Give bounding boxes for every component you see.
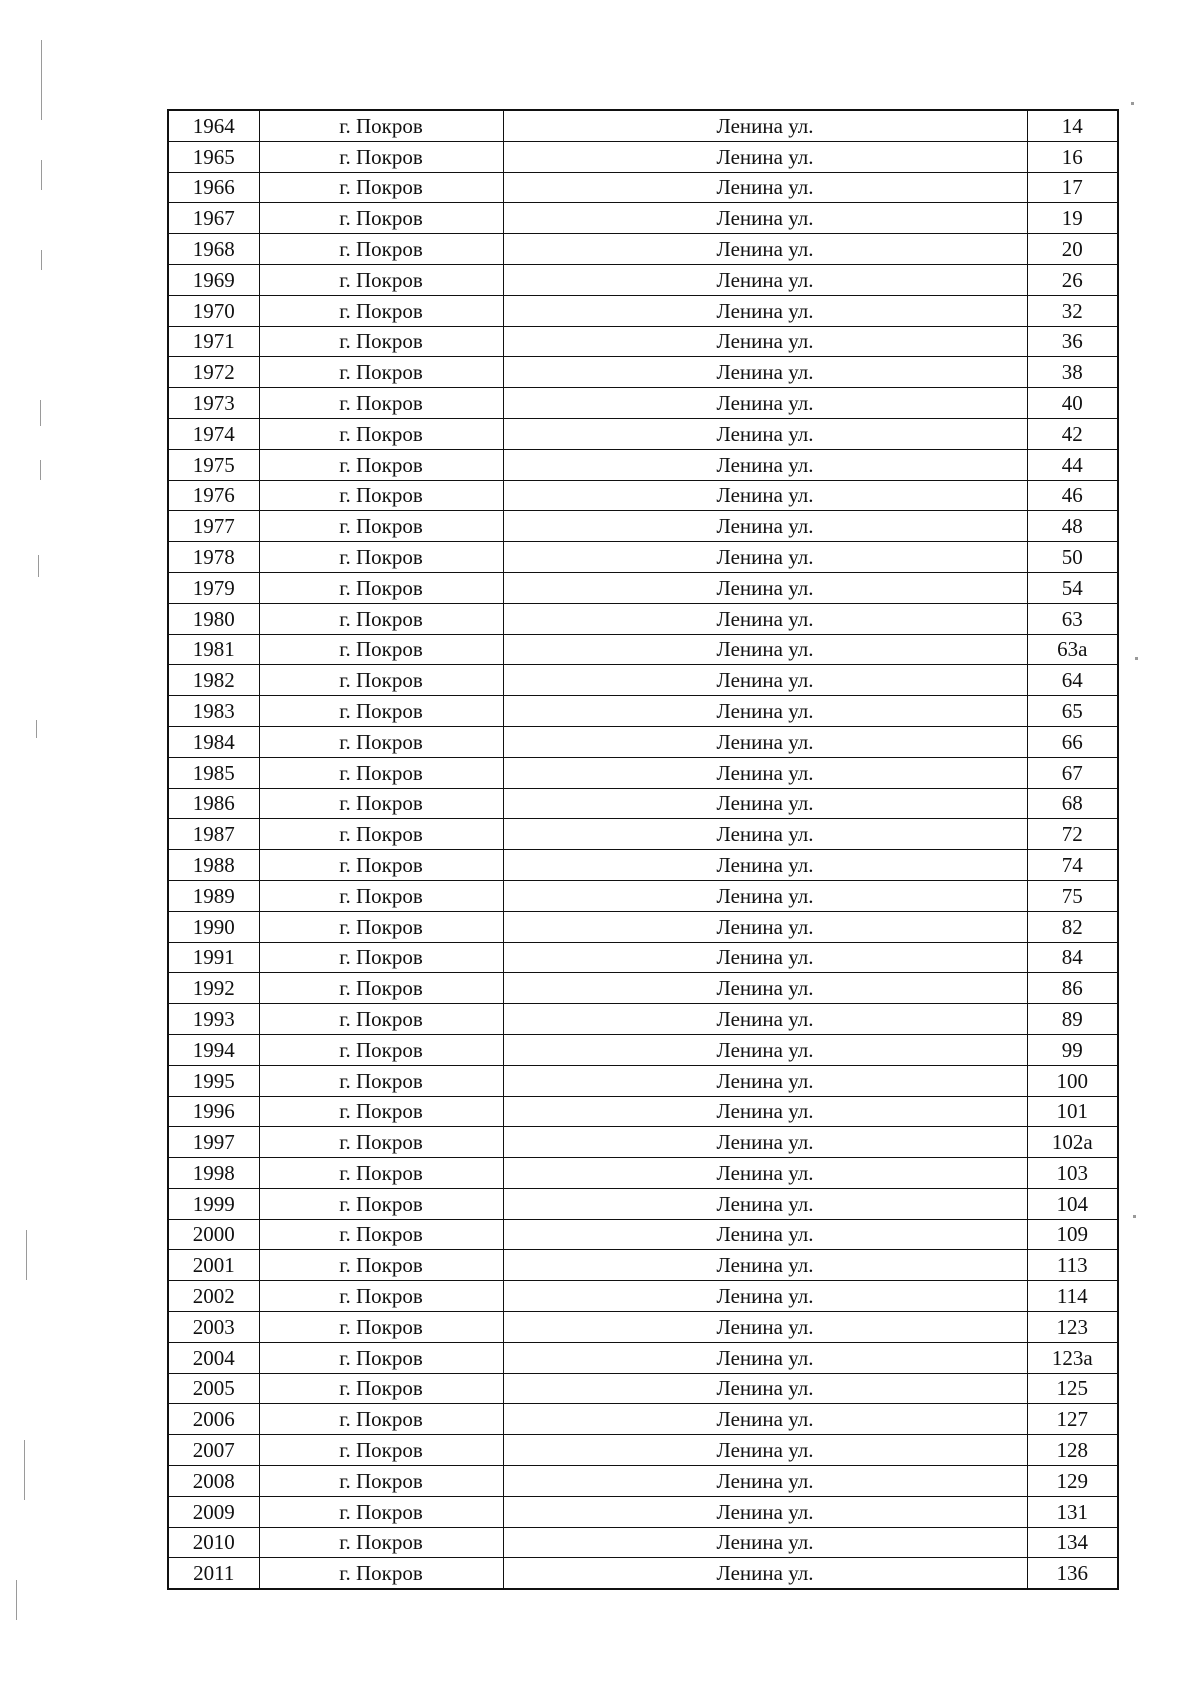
city-cell: г. Покров: [259, 511, 503, 542]
row-number-cell: 1982: [168, 665, 259, 696]
table-row: [168, 696, 1118, 727]
row-number-cell: 1970: [168, 295, 259, 326]
table-row: [168, 1312, 1118, 1343]
street-cell: Ленина ул.: [503, 141, 1027, 172]
row-number-cell: 1983: [168, 696, 259, 727]
scan-dot: [1135, 657, 1138, 660]
table-row: [168, 1281, 1118, 1312]
street-cell: Ленина ул.: [503, 1527, 1027, 1558]
house-number-cell: 89: [1027, 1004, 1118, 1035]
row-number-cell: 2009: [168, 1496, 259, 1527]
house-number-cell: 100: [1027, 1065, 1118, 1096]
row-number-cell: 1996: [168, 1096, 259, 1127]
street-cell: Ленина ул.: [503, 1466, 1027, 1497]
city-cell: г. Покров: [259, 480, 503, 511]
house-number-cell: 123: [1027, 1312, 1118, 1343]
scan-edge-mark: [26, 1230, 27, 1280]
city-cell: г. Покров: [259, 1435, 503, 1466]
table-row: [168, 757, 1118, 788]
city-cell: г. Покров: [259, 542, 503, 573]
row-number-cell: 1971: [168, 326, 259, 357]
table-row: [168, 110, 1118, 141]
street-cell: Ленина ул.: [503, 1004, 1027, 1035]
street-cell: Ленина ул.: [503, 264, 1027, 295]
scan-edge-mark: [40, 400, 41, 426]
house-number-cell: 14: [1027, 110, 1118, 141]
house-number-cell: 63а: [1027, 634, 1118, 665]
table-row: [168, 1219, 1118, 1250]
address-table-body: [168, 110, 1118, 1589]
row-number-cell: 1984: [168, 726, 259, 757]
house-number-cell: 75: [1027, 880, 1118, 911]
city-cell: г. Покров: [259, 942, 503, 973]
row-number-cell: 2006: [168, 1404, 259, 1435]
table-row: [168, 1065, 1118, 1096]
street-cell: Ленина ул.: [503, 1065, 1027, 1096]
row-number-cell: 1997: [168, 1127, 259, 1158]
house-number-cell: 123а: [1027, 1342, 1118, 1373]
city-cell: г. Покров: [259, 603, 503, 634]
street-cell: Ленина ул.: [503, 1404, 1027, 1435]
table-row: [168, 1096, 1118, 1127]
city-cell: г. Покров: [259, 788, 503, 819]
row-number-cell: 2005: [168, 1373, 259, 1404]
row-number-cell: 2004: [168, 1342, 259, 1373]
table-row: [168, 234, 1118, 265]
row-number-cell: 2008: [168, 1466, 259, 1497]
city-cell: г. Покров: [259, 1188, 503, 1219]
table-row: [168, 665, 1118, 696]
house-number-cell: 48: [1027, 511, 1118, 542]
table-row: [168, 511, 1118, 542]
street-cell: Ленина ул.: [503, 1158, 1027, 1189]
street-cell: Ленина ул.: [503, 880, 1027, 911]
city-cell: г. Покров: [259, 1404, 503, 1435]
scan-edge-mark: [36, 720, 37, 738]
table-row: [168, 1250, 1118, 1281]
row-number-cell: 1987: [168, 819, 259, 850]
row-number-cell: 1990: [168, 911, 259, 942]
street-cell: Ленина ул.: [503, 295, 1027, 326]
street-cell: Ленина ул.: [503, 388, 1027, 419]
street-cell: Ленина ул.: [503, 603, 1027, 634]
address-table: [167, 109, 1119, 1590]
street-cell: Ленина ул.: [503, 757, 1027, 788]
table-row: [168, 973, 1118, 1004]
city-cell: г. Покров: [259, 203, 503, 234]
table-row: [168, 1034, 1118, 1065]
street-cell: Ленина ул.: [503, 850, 1027, 881]
street-cell: Ленина ул.: [503, 449, 1027, 480]
house-number-cell: 99: [1027, 1034, 1118, 1065]
row-number-cell: 1964: [168, 110, 259, 141]
house-number-cell: 125: [1027, 1373, 1118, 1404]
row-number-cell: 1993: [168, 1004, 259, 1035]
street-cell: Ленина ул.: [503, 788, 1027, 819]
city-cell: г. Покров: [259, 449, 503, 480]
street-cell: Ленина ул.: [503, 357, 1027, 388]
table-row: [168, 1435, 1118, 1466]
city-cell: г. Покров: [259, 973, 503, 1004]
house-number-cell: 104: [1027, 1188, 1118, 1219]
city-cell: г. Покров: [259, 172, 503, 203]
scan-edge-mark: [41, 250, 42, 270]
house-number-cell: 54: [1027, 572, 1118, 603]
scan-edge-mark: [24, 1440, 25, 1500]
street-cell: Ленина ул.: [503, 234, 1027, 265]
row-number-cell: 1999: [168, 1188, 259, 1219]
scan-dot: [1133, 1215, 1136, 1218]
house-number-cell: 131: [1027, 1496, 1118, 1527]
city-cell: г. Покров: [259, 1250, 503, 1281]
city-cell: г. Покров: [259, 1281, 503, 1312]
table-row: [168, 911, 1118, 942]
city-cell: г. Покров: [259, 1373, 503, 1404]
table-row: [168, 1004, 1118, 1035]
street-cell: Ленина ул.: [503, 1312, 1027, 1343]
house-number-cell: 109: [1027, 1219, 1118, 1250]
house-number-cell: 17: [1027, 172, 1118, 203]
row-number-cell: 1998: [168, 1158, 259, 1189]
street-cell: Ленина ул.: [503, 973, 1027, 1004]
street-cell: Ленина ул.: [503, 511, 1027, 542]
house-number-cell: 102а: [1027, 1127, 1118, 1158]
row-number-cell: 2002: [168, 1281, 259, 1312]
row-number-cell: 2003: [168, 1312, 259, 1343]
table-row: [168, 634, 1118, 665]
city-cell: г. Покров: [259, 1158, 503, 1189]
table-row: [168, 942, 1118, 973]
city-cell: г. Покров: [259, 1496, 503, 1527]
street-cell: Ленина ул.: [503, 665, 1027, 696]
city-cell: г. Покров: [259, 234, 503, 265]
row-number-cell: 2010: [168, 1527, 259, 1558]
city-cell: г. Покров: [259, 418, 503, 449]
city-cell: г. Покров: [259, 819, 503, 850]
table-row: [168, 1527, 1118, 1558]
city-cell: г. Покров: [259, 1096, 503, 1127]
row-number-cell: 1980: [168, 603, 259, 634]
city-cell: г. Покров: [259, 388, 503, 419]
house-number-cell: 113: [1027, 1250, 1118, 1281]
street-cell: Ленина ул.: [503, 418, 1027, 449]
city-cell: г. Покров: [259, 141, 503, 172]
house-number-cell: 16: [1027, 141, 1118, 172]
table-row: [168, 1158, 1118, 1189]
house-number-cell: 26: [1027, 264, 1118, 295]
street-cell: Ленина ул.: [503, 1096, 1027, 1127]
house-number-cell: 82: [1027, 911, 1118, 942]
street-cell: Ленина ул.: [503, 1219, 1027, 1250]
street-cell: Ленина ул.: [503, 634, 1027, 665]
city-cell: г. Покров: [259, 572, 503, 603]
table-row: [168, 726, 1118, 757]
row-number-cell: 1967: [168, 203, 259, 234]
city-cell: г. Покров: [259, 1466, 503, 1497]
table-row: [168, 1558, 1118, 1589]
street-cell: Ленина ул.: [503, 1034, 1027, 1065]
table-row: [168, 1342, 1118, 1373]
street-cell: Ленина ул.: [503, 172, 1027, 203]
city-cell: г. Покров: [259, 696, 503, 727]
street-cell: Ленина ул.: [503, 203, 1027, 234]
house-number-cell: 66: [1027, 726, 1118, 757]
row-number-cell: 1991: [168, 942, 259, 973]
row-number-cell: 1988: [168, 850, 259, 881]
table-row: [168, 542, 1118, 573]
table-row: [168, 264, 1118, 295]
row-number-cell: 1975: [168, 449, 259, 480]
house-number-cell: 63: [1027, 603, 1118, 634]
street-cell: Ленина ул.: [503, 480, 1027, 511]
city-cell: г. Покров: [259, 726, 503, 757]
row-number-cell: 1973: [168, 388, 259, 419]
table-row: [168, 357, 1118, 388]
house-number-cell: 65: [1027, 696, 1118, 727]
street-cell: Ленина ул.: [503, 942, 1027, 973]
house-number-cell: 127: [1027, 1404, 1118, 1435]
city-cell: г. Покров: [259, 357, 503, 388]
house-number-cell: 32: [1027, 295, 1118, 326]
city-cell: г. Покров: [259, 1034, 503, 1065]
row-number-cell: 1972: [168, 357, 259, 388]
city-cell: г. Покров: [259, 757, 503, 788]
table-row: [168, 1404, 1118, 1435]
street-cell: Ленина ул.: [503, 1281, 1027, 1312]
row-number-cell: 1966: [168, 172, 259, 203]
table-row: [168, 880, 1118, 911]
table-row: [168, 295, 1118, 326]
city-cell: г. Покров: [259, 1527, 503, 1558]
street-cell: Ленина ул.: [503, 542, 1027, 573]
house-number-cell: 84: [1027, 942, 1118, 973]
house-number-cell: 101: [1027, 1096, 1118, 1127]
table-row: [168, 418, 1118, 449]
row-number-cell: 1978: [168, 542, 259, 573]
row-number-cell: 1981: [168, 634, 259, 665]
row-number-cell: 2000: [168, 1219, 259, 1250]
table-row: [168, 203, 1118, 234]
row-number-cell: 1965: [168, 141, 259, 172]
scan-edge-mark: [38, 555, 39, 577]
house-number-cell: 103: [1027, 1158, 1118, 1189]
street-cell: Ленина ул.: [503, 696, 1027, 727]
house-number-cell: 36: [1027, 326, 1118, 357]
house-number-cell: 74: [1027, 850, 1118, 881]
house-number-cell: 20: [1027, 234, 1118, 265]
city-cell: г. Покров: [259, 665, 503, 696]
city-cell: г. Покров: [259, 1004, 503, 1035]
row-number-cell: 1969: [168, 264, 259, 295]
city-cell: г. Покров: [259, 264, 503, 295]
house-number-cell: 134: [1027, 1527, 1118, 1558]
house-number-cell: 40: [1027, 388, 1118, 419]
table-row: [168, 1127, 1118, 1158]
table-row: [168, 850, 1118, 881]
street-cell: Ленина ул.: [503, 1558, 1027, 1589]
street-cell: Ленина ул.: [503, 819, 1027, 850]
house-number-cell: 128: [1027, 1435, 1118, 1466]
street-cell: Ленина ул.: [503, 110, 1027, 141]
scan-edge-mark: [40, 460, 41, 480]
street-cell: Ленина ул.: [503, 1188, 1027, 1219]
row-number-cell: 1968: [168, 234, 259, 265]
row-number-cell: 1986: [168, 788, 259, 819]
house-number-cell: 86: [1027, 973, 1118, 1004]
row-number-cell: 1977: [168, 511, 259, 542]
house-number-cell: 50: [1027, 542, 1118, 573]
scan-edge-mark: [41, 160, 42, 190]
table-row: [168, 788, 1118, 819]
table-row: [168, 1188, 1118, 1219]
table-row: [168, 1466, 1118, 1497]
row-number-cell: 2011: [168, 1558, 259, 1589]
street-cell: Ленина ул.: [503, 1342, 1027, 1373]
scan-edge-mark: [16, 1580, 17, 1620]
row-number-cell: 2007: [168, 1435, 259, 1466]
table-row: [168, 819, 1118, 850]
city-cell: г. Покров: [259, 295, 503, 326]
city-cell: г. Покров: [259, 1065, 503, 1096]
table-row: [168, 572, 1118, 603]
city-cell: г. Покров: [259, 880, 503, 911]
city-cell: г. Покров: [259, 110, 503, 141]
street-cell: Ленина ул.: [503, 572, 1027, 603]
house-number-cell: 68: [1027, 788, 1118, 819]
table-row: [168, 141, 1118, 172]
street-cell: Ленина ул.: [503, 911, 1027, 942]
street-cell: Ленина ул.: [503, 1435, 1027, 1466]
house-number-cell: 67: [1027, 757, 1118, 788]
house-number-cell: 19: [1027, 203, 1118, 234]
city-cell: г. Покров: [259, 634, 503, 665]
city-cell: г. Покров: [259, 1558, 503, 1589]
city-cell: г. Покров: [259, 1127, 503, 1158]
city-cell: г. Покров: [259, 1342, 503, 1373]
table-row: [168, 326, 1118, 357]
city-cell: г. Покров: [259, 1219, 503, 1250]
row-number-cell: 1989: [168, 880, 259, 911]
table-row: [168, 172, 1118, 203]
city-cell: г. Покров: [259, 326, 503, 357]
scan-dot: [1131, 102, 1134, 105]
row-number-cell: 2001: [168, 1250, 259, 1281]
table-row: [168, 388, 1118, 419]
table-row: [168, 449, 1118, 480]
street-cell: Ленина ул.: [503, 1250, 1027, 1281]
table-row: [168, 1496, 1118, 1527]
house-number-cell: 46: [1027, 480, 1118, 511]
row-number-cell: 1994: [168, 1034, 259, 1065]
house-number-cell: 136: [1027, 1558, 1118, 1589]
row-number-cell: 1979: [168, 572, 259, 603]
row-number-cell: 1974: [168, 418, 259, 449]
house-number-cell: 42: [1027, 418, 1118, 449]
house-number-cell: 38: [1027, 357, 1118, 388]
street-cell: Ленина ул.: [503, 326, 1027, 357]
city-cell: г. Покров: [259, 1312, 503, 1343]
house-number-cell: 129: [1027, 1466, 1118, 1497]
table-row: [168, 480, 1118, 511]
city-cell: г. Покров: [259, 850, 503, 881]
street-cell: Ленина ул.: [503, 1127, 1027, 1158]
street-cell: Ленина ул.: [503, 726, 1027, 757]
street-cell: Ленина ул.: [503, 1373, 1027, 1404]
scan-edge-mark: [41, 40, 42, 120]
house-number-cell: 44: [1027, 449, 1118, 480]
street-cell: Ленина ул.: [503, 1496, 1027, 1527]
row-number-cell: 1995: [168, 1065, 259, 1096]
city-cell: г. Покров: [259, 911, 503, 942]
table-row: [168, 1373, 1118, 1404]
row-number-cell: 1985: [168, 757, 259, 788]
row-number-cell: 1992: [168, 973, 259, 1004]
house-number-cell: 114: [1027, 1281, 1118, 1312]
table-row: [168, 603, 1118, 634]
house-number-cell: 72: [1027, 819, 1118, 850]
house-number-cell: 64: [1027, 665, 1118, 696]
row-number-cell: 1976: [168, 480, 259, 511]
